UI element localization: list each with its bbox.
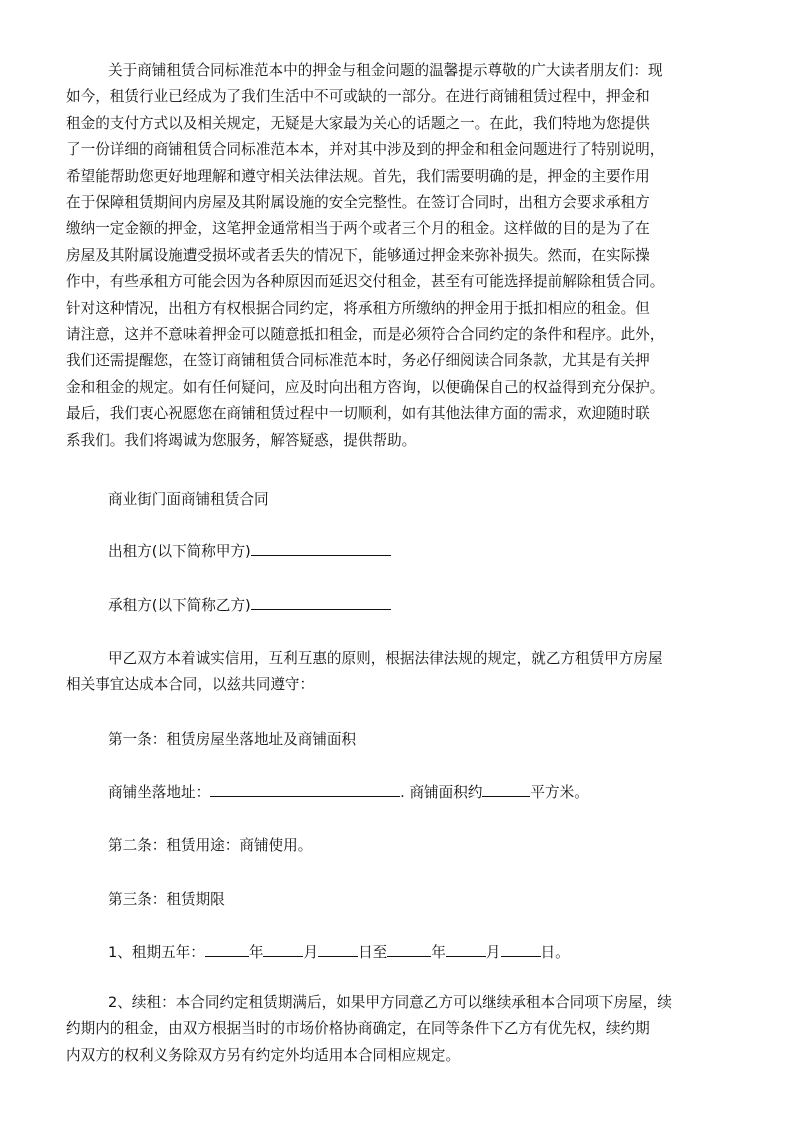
lessor-line xyxy=(108,540,391,561)
intro-line: 系我们。我们将竭诚为您服务，解答疑惑，提供帮助。 xyxy=(66,431,417,449)
intro-line: 金和租金的规定。如有任何疑问，应及时向出租方咨询，以便确保自己的权益得到充分保护。 xyxy=(66,378,665,396)
intro-line: 关于商铺租赁合同标准范本中的押金与租金问题的温馨提示尊敬的广大读者朋友们：现 xyxy=(108,62,663,79)
intro-line: 了一份详细的商铺租赁合同标准范本本，并对其中涉及到的押金和租金问题进行了特别说明， xyxy=(66,141,665,159)
start-month-blank[interactable] xyxy=(263,941,303,957)
start-year-blank[interactable] xyxy=(205,941,249,957)
preamble-paragraph xyxy=(66,646,730,699)
address-line xyxy=(108,781,589,802)
preamble-line: 相关事宜达成本合同，以兹共同遵守： xyxy=(66,676,315,694)
address-label: 商铺坐落地址： xyxy=(108,784,211,801)
year-label: 年 xyxy=(248,944,264,961)
renewal-paragraph xyxy=(66,990,730,1069)
lessor-blank[interactable] xyxy=(251,540,391,556)
lessee-label: 承租方(以下简称乙方) xyxy=(108,597,251,614)
end-month-blank[interactable] xyxy=(446,941,486,957)
renewal-line: 约期内的租金，由双方根据当时的市场价格协商确定，在同等条件下乙方有优先权，续约期 xyxy=(66,1020,650,1038)
intro-line: 我们还需提醒您，在签订商铺租赁合同标准范本时，务必仔细阅读合同条款，尤其是有关押 xyxy=(66,352,650,370)
end-day-blank[interactable] xyxy=(501,941,541,957)
area-unit: 平方米。 xyxy=(530,784,589,801)
intro-line: 房屋及其附属设施遭受损坏或者丢失的情况下，能够通过押金来弥补损失。然而，在实际操 xyxy=(66,246,650,264)
contract-title: 商业街门面商铺租赁合同 xyxy=(108,491,269,508)
intro-line: 请注意，这并不意味着押金可以随意抵扣租金，而是必须符合合同约定的条件和程序。此外， xyxy=(66,326,665,344)
intro-line: 最后，我们衷心祝愿您在商铺租赁过程中一切顺利，如有其他法律方面的需求，欢迎随时联 xyxy=(66,405,650,423)
lessor-label: 出租方(以下简称甲方) xyxy=(108,543,251,560)
preamble-line: 甲乙双方本着诚实信用，互利互惠的原则，根据法律法规的规定，就乙方租赁甲方房屋 xyxy=(108,650,663,667)
intro-line: 针对这种情况，出租方有权根据合同约定，将承租方所缴纳的押金用于抵扣相应的租金。但 xyxy=(66,299,650,317)
term-line xyxy=(108,941,570,962)
renewal-line: 2、续租：本合同约定租赁期满后，如果甲方同意乙方可以继续承租本合同项下房屋，续 xyxy=(108,994,672,1011)
day-end-label: 日。 xyxy=(540,944,570,961)
address-blank[interactable] xyxy=(210,781,400,797)
intro-paragraph xyxy=(66,58,730,454)
renewal-line: 内双方的权利义务除双方另有约定外均适用本合同相应规定。 xyxy=(66,1046,461,1064)
month-label: 月 xyxy=(303,944,319,961)
area-blank[interactable] xyxy=(482,781,530,797)
intro-line: 在于保障租赁期间内房屋及其附属设施的安全完整性。在签订合同时，出租方会要求承租方 xyxy=(66,194,650,212)
end-year-blank[interactable] xyxy=(387,941,431,957)
month-label: 月 xyxy=(485,944,501,961)
article-2: 第二条：租赁用途：商铺使用。 xyxy=(108,837,313,854)
intro-line: 希望能帮助您更好地理解和遵守相关法律法规。首先，我们需要明确的是，押金的主要作用 xyxy=(66,167,650,185)
intro-line: 如今，租赁行业已经成为了我们生活中不可或缺的一部分。在进行商铺租赁过程中，押金和 xyxy=(66,88,650,106)
article-1-title: 第一条：租赁房屋坐落地址及商铺面积 xyxy=(108,731,357,748)
start-day-blank[interactable] xyxy=(318,941,358,957)
intro-line: 缴纳一定金额的押金，这笔押金通常相当于两个或者三个月的租金。这样做的目的是为了在 xyxy=(66,220,650,238)
year-label: 年 xyxy=(431,944,446,961)
day-to-label: 日至 xyxy=(358,944,388,961)
term-prefix: 1、租期五年： xyxy=(108,944,205,961)
article-3-title: 第三条：租赁期限 xyxy=(108,891,225,908)
intro-line: 租金的支付方式以及相关规定，无疑是大家最为关心的话题之一。在此，我们特地为您提供 xyxy=(66,114,650,132)
area-prefix: . 商铺面积约 xyxy=(400,784,483,801)
intro-line: 作中，有些承租方可能会因为各种原因而延迟交付租金，甚至有可能选择提前解除租赁合同。 xyxy=(66,273,665,291)
lessee-blank[interactable] xyxy=(251,594,391,610)
lessee-line xyxy=(108,594,391,615)
